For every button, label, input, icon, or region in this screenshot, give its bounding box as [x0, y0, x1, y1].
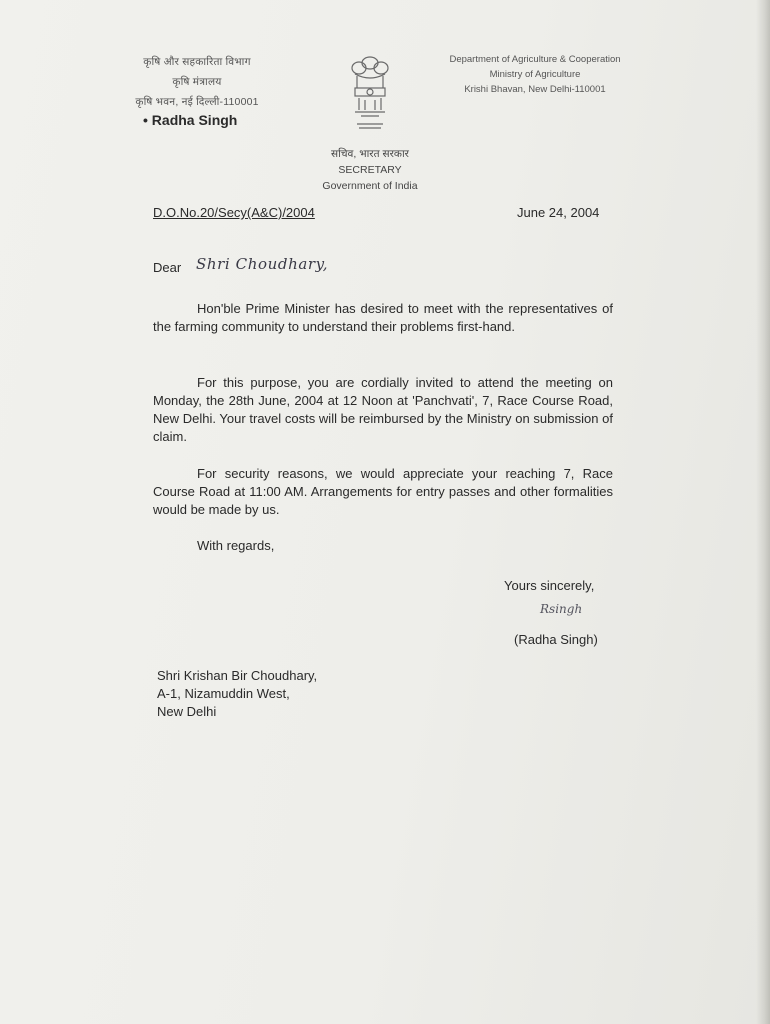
- secretary-title: SECRETARY: [338, 164, 402, 176]
- letterhead-hindi-line: कृषि भवन, नई दिल्ली-110001: [135, 96, 259, 108]
- recipient-address-line: A-1, Nizamuddin West,: [157, 686, 290, 701]
- department-address: Krishi Bhavan, New Delhi-110001: [464, 84, 606, 95]
- letterhead-hindi-line: कृषि मंत्रालय: [172, 76, 222, 88]
- regards-line: With regards,: [197, 538, 275, 553]
- department-block: [428, 52, 642, 97]
- reference-number: D.O.No.20/Secy(A&C)/2004: [153, 205, 315, 220]
- secretary-hindi: सचिव, भारत सरकार: [331, 148, 409, 160]
- secretary-block: [290, 146, 450, 194]
- sender-name-text: Radha Singh: [151, 112, 238, 128]
- recipient-city: New Delhi: [157, 704, 217, 719]
- salutation: Dear: [153, 260, 182, 275]
- letterhead-hindi: [112, 52, 282, 112]
- handwritten-salutation: Shri Choudhary,: [196, 255, 329, 273]
- department-name: Department of Agriculture & Cooperation: [449, 54, 621, 65]
- body-paragraph: Hon'ble Prime Minister has desired to meet with the representatives of the farming community to understand their problems first-hand.: [153, 301, 613, 334]
- recipient-name: Shri Krishan Bir Choudhary,: [157, 668, 318, 683]
- national-emblem-icon: [347, 54, 393, 138]
- body-paragraph: For this purpose, you are cordially invited to attend the meeting on Monday, the 28th June, 2004 at 12 Noon at 'Panchvati', 7, Race Course Road, New Delhi. Your travel costs will be reimbursed by the Ministry on submission of claim.: [153, 375, 613, 444]
- signatory-name: (Radha Singh): [514, 632, 598, 647]
- government-label: Government of India: [322, 180, 418, 192]
- ministry-name: Ministry of Agriculture: [489, 69, 581, 80]
- closing-line: Yours sincerely,: [504, 578, 595, 593]
- recipient-address: [157, 667, 317, 721]
- sender-name: • Radha Singh: [143, 112, 238, 128]
- letterhead-hindi-line: कृषि और सहकारिता विभाग: [143, 56, 251, 68]
- letter-date: June 24, 2004: [517, 205, 600, 220]
- body-paragraph: For security reasons, we would appreciate your reaching 7, Race Course Road at 11:00 AM. Arrangements for entry passes and other formalities would be made by us.: [153, 466, 613, 517]
- page-edge-shadow: [756, 0, 770, 1024]
- handwritten-signature: Rsingh: [540, 602, 583, 616]
